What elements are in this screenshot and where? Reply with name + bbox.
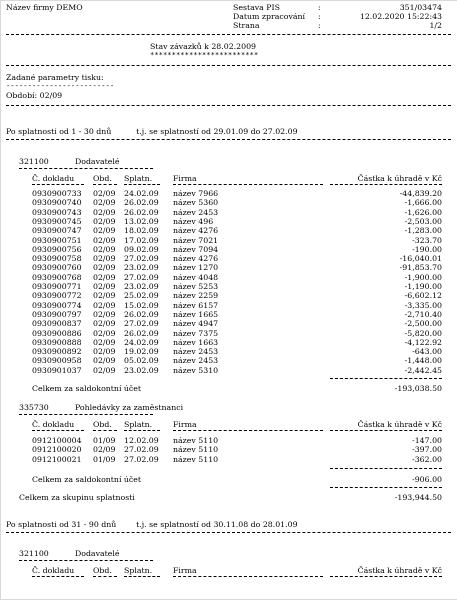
col-underline bbox=[330, 184, 442, 185]
row-due-date: 27.02.09 bbox=[124, 319, 159, 329]
group-total-rule bbox=[330, 487, 442, 488]
row-company: název 2259 bbox=[173, 291, 219, 301]
row-amount: -397.00 bbox=[412, 445, 442, 455]
page-number: 1/2 bbox=[429, 21, 442, 30]
row-company: název 1270 bbox=[173, 263, 219, 273]
row-company: název 5110 bbox=[173, 436, 219, 445]
row-period: 02/09 bbox=[93, 198, 116, 208]
row-amount: -1,283.00 bbox=[404, 226, 442, 236]
processing-date: 12.02.2020 15:22:43 bbox=[359, 12, 442, 21]
row-period: 02/09 bbox=[93, 445, 116, 455]
row-doc-number: 0930900751 bbox=[32, 235, 82, 245]
account-number: 321100 bbox=[19, 549, 49, 558]
report-number: 351/03474 bbox=[399, 3, 442, 12]
row-company: název 7094 bbox=[173, 244, 219, 254]
row-amount: -2,500.00 bbox=[404, 319, 442, 329]
row-due-date: 15.02.09 bbox=[124, 300, 159, 310]
row-doc-number: 0930900747 bbox=[32, 226, 82, 236]
row-period: 02/09 bbox=[93, 328, 116, 338]
row-amount: -1,900.00 bbox=[404, 272, 442, 282]
row-due-date: 17.02.09 bbox=[124, 235, 159, 245]
params-heading: Zadané parametry tisku: bbox=[6, 73, 104, 82]
row-amount: -5,820.00 bbox=[404, 328, 442, 338]
row-doc-number: 0912100004 bbox=[32, 436, 82, 445]
params-bottom-rule bbox=[6, 105, 451, 106]
row-company: název 496 bbox=[173, 216, 214, 226]
row-company: název 5253 bbox=[173, 282, 219, 291]
col-underline bbox=[173, 576, 323, 577]
row-doc-number: 0930900772 bbox=[32, 291, 82, 301]
col-doc-number: Č. dokladu bbox=[32, 566, 75, 575]
col-doc-number: Č. dokladu bbox=[32, 420, 75, 429]
row-company: název 4947 bbox=[173, 319, 219, 329]
row-due-date: 26.02.09 bbox=[124, 207, 159, 217]
row-doc-number: 0930900768 bbox=[32, 272, 82, 282]
account-name: Pohledávky za zaměstnanci bbox=[75, 403, 184, 412]
row-amount: -2,503.00 bbox=[404, 216, 442, 226]
col-due-date: Splatn. bbox=[124, 174, 153, 183]
row-due-date: 23.02.09 bbox=[124, 365, 159, 375]
row-amount: -16,040.01 bbox=[399, 254, 442, 264]
row-doc-number: 0930900733 bbox=[32, 189, 82, 198]
row-company: název 5110 bbox=[173, 454, 219, 464]
row-company: název 1663 bbox=[173, 337, 219, 347]
row-doc-number: 0930900756 bbox=[32, 244, 82, 254]
row-period: 02/09 bbox=[93, 309, 116, 319]
row-company: název 1665 bbox=[173, 309, 219, 319]
header-rule bbox=[6, 34, 451, 35]
row-doc-number: 0930900745 bbox=[32, 216, 82, 226]
row-doc-number: 0930901037 bbox=[32, 365, 82, 375]
row-amount: -362.00 bbox=[412, 454, 442, 464]
section-rule bbox=[6, 532, 451, 533]
row-doc-number: 0930900743 bbox=[32, 207, 82, 217]
account-rule bbox=[19, 560, 153, 561]
row-amount: -1,666.00 bbox=[404, 198, 442, 208]
row-company: název 4276 bbox=[173, 254, 219, 264]
row-company: název 7966 bbox=[173, 189, 219, 198]
row-doc-number: 0930900958 bbox=[32, 356, 82, 366]
company-name: Název firmy DEMO bbox=[6, 3, 83, 12]
row-due-date: 27.02.09 bbox=[124, 454, 159, 464]
col-doc-number: Č. dokladu bbox=[32, 174, 75, 183]
row-due-date: 26.02.09 bbox=[124, 198, 159, 208]
row-doc-number: 0912100020 bbox=[32, 445, 82, 455]
section-heading: Po splatnosti od 31 - 90 dnů t.j. se splatností od 30.11.08 do 28.01.09 bbox=[6, 520, 298, 529]
col-due-date: Splatn. bbox=[124, 566, 153, 575]
account-rule bbox=[19, 168, 153, 169]
row-doc-number: 0930900774 bbox=[32, 300, 82, 310]
account-total-value: -193,038.50 bbox=[394, 384, 442, 393]
row-company: název 2453 bbox=[173, 347, 219, 357]
page-sep: : bbox=[318, 21, 321, 30]
total-rule bbox=[330, 378, 442, 379]
row-due-date: 13.02.09 bbox=[124, 216, 159, 226]
row-company: název 7021 bbox=[173, 235, 219, 245]
col-period: Obd. bbox=[93, 566, 112, 575]
row-amount: -2,710.40 bbox=[404, 309, 442, 319]
row-due-date: 26.02.09 bbox=[124, 328, 159, 338]
row-period: 02/09 bbox=[93, 356, 116, 366]
row-doc-number: 0930900892 bbox=[32, 347, 82, 357]
row-period: 02/09 bbox=[93, 254, 116, 264]
row-company: název 5360 bbox=[173, 198, 219, 208]
row-due-date: 25.02.09 bbox=[124, 291, 159, 301]
row-due-date: 19.02.09 bbox=[124, 347, 159, 357]
col-underline bbox=[124, 430, 160, 431]
row-company: název 4048 bbox=[173, 272, 219, 282]
account-name: Dodavatelé bbox=[75, 549, 120, 558]
row-period: 01/09 bbox=[93, 436, 116, 445]
report-title: Stav závazků k 28.02.2009 bbox=[150, 42, 256, 51]
account-total-label: Celkem za saldokontní účet bbox=[32, 475, 142, 484]
date-sep: : bbox=[318, 12, 321, 21]
col-period: Obd. bbox=[93, 420, 112, 429]
params-top-rule bbox=[6, 65, 451, 66]
account-number: 321100 bbox=[19, 157, 49, 166]
row-due-date: 18.02.09 bbox=[124, 226, 159, 236]
row-doc-number: 0930900888 bbox=[32, 337, 82, 347]
report-sep: : bbox=[318, 3, 321, 12]
col-underline bbox=[93, 430, 117, 431]
row-due-date: 12.02.09 bbox=[124, 436, 159, 445]
row-doc-number: 0912100021 bbox=[32, 454, 82, 464]
row-company: název 4276 bbox=[173, 226, 219, 236]
row-period: 02/09 bbox=[93, 365, 116, 375]
row-doc-number: 0930900886 bbox=[32, 328, 82, 338]
col-amount: Částka k úhradě v Kč bbox=[357, 420, 442, 429]
row-company: název 5110 bbox=[173, 445, 219, 455]
account-rule bbox=[19, 414, 153, 415]
col-underline bbox=[124, 576, 160, 577]
row-due-date: 23.02.09 bbox=[124, 282, 159, 291]
group-total-label: Celkem za skupinu splatnosti bbox=[19, 493, 135, 502]
row-period: 02/09 bbox=[93, 216, 116, 226]
row-doc-number: 0930900771 bbox=[32, 282, 82, 291]
row-company: název 2453 bbox=[173, 356, 219, 366]
row-due-date: 24.02.09 bbox=[124, 337, 159, 347]
col-underline bbox=[173, 430, 323, 431]
row-amount: -1,190.00 bbox=[404, 282, 442, 291]
row-period: 02/09 bbox=[93, 263, 116, 273]
row-due-date: 26.02.09 bbox=[124, 309, 159, 319]
report-label: Sestava PIS bbox=[233, 3, 280, 12]
row-company: název 7375 bbox=[173, 328, 219, 338]
row-period: 02/09 bbox=[93, 291, 116, 301]
row-doc-number: 0930900797 bbox=[32, 309, 82, 319]
col-underline bbox=[173, 184, 323, 185]
account-total-label: Celkem za saldokontní účet bbox=[32, 384, 142, 393]
row-company: název 5310 bbox=[173, 365, 219, 375]
row-amount: -147.00 bbox=[412, 436, 442, 445]
row-due-date: 27.02.09 bbox=[124, 272, 159, 282]
section-rule bbox=[6, 139, 451, 140]
row-amount: -91,853.70 bbox=[399, 263, 442, 273]
row-period: 02/09 bbox=[93, 300, 116, 310]
col-underline bbox=[330, 576, 442, 577]
row-company: název 2453 bbox=[173, 207, 219, 217]
col-period: Obd. bbox=[93, 174, 112, 183]
row-doc-number: 0930900758 bbox=[32, 254, 82, 264]
col-company: Firma bbox=[173, 420, 197, 429]
row-period: 02/09 bbox=[93, 272, 116, 282]
col-underline bbox=[32, 576, 84, 577]
row-period: 02/09 bbox=[93, 282, 116, 291]
col-company: Firma bbox=[173, 566, 197, 575]
row-due-date: 27.02.09 bbox=[124, 254, 159, 264]
col-underline bbox=[124, 184, 160, 185]
row-period: 02/09 bbox=[93, 347, 116, 357]
row-amount: -643.00 bbox=[412, 347, 442, 357]
col-underline bbox=[93, 576, 117, 577]
row-due-date: 24.02.09 bbox=[124, 189, 159, 198]
row-period: 02/09 bbox=[93, 319, 116, 329]
row-doc-number: 0930900740 bbox=[32, 198, 82, 208]
account-name: Dodavatelé bbox=[75, 157, 120, 166]
col-amount: Částka k úhradě v Kč bbox=[357, 566, 442, 575]
col-company: Firma bbox=[173, 174, 197, 183]
account-number: 335730 bbox=[19, 403, 49, 412]
period-param: Období: 02/09 bbox=[6, 91, 63, 100]
col-due-date: Splatn. bbox=[124, 420, 153, 429]
row-period: 02/09 bbox=[93, 337, 116, 347]
row-doc-number: 0930900760 bbox=[32, 263, 82, 273]
row-doc-number: 0930900837 bbox=[32, 319, 82, 329]
account-total-value: -906.00 bbox=[412, 475, 442, 484]
row-period: 02/09 bbox=[93, 226, 116, 236]
row-amount: -6,602.12 bbox=[404, 291, 442, 301]
row-amount: -3,335.00 bbox=[404, 300, 442, 310]
col-underline bbox=[32, 184, 84, 185]
row-company: název 6157 bbox=[173, 300, 219, 310]
total-rule bbox=[330, 468, 442, 469]
row-period: 02/09 bbox=[93, 244, 116, 254]
row-due-date: 27.02.09 bbox=[124, 445, 159, 455]
col-underline bbox=[330, 430, 442, 431]
row-due-date: 23.02.09 bbox=[124, 263, 159, 273]
row-amount: -323.70 bbox=[412, 235, 442, 245]
params-heading-rule: ------------------------- bbox=[6, 81, 115, 90]
row-amount: -1,448.00 bbox=[404, 356, 442, 366]
row-period: 02/09 bbox=[93, 189, 116, 198]
date-label: Datum zpracování bbox=[233, 12, 306, 21]
row-amount: -190.00 bbox=[412, 244, 442, 254]
row-due-date: 09.02.09 bbox=[124, 244, 159, 254]
col-underline bbox=[93, 184, 117, 185]
row-amount: -1,626.00 bbox=[404, 207, 442, 217]
row-period: 02/09 bbox=[93, 207, 116, 217]
row-amount: -4,122.92 bbox=[404, 337, 442, 347]
row-period: 02/09 bbox=[93, 235, 116, 245]
page-label: Strana bbox=[233, 21, 260, 30]
col-amount: Částka k úhradě v Kč bbox=[357, 174, 442, 183]
col-underline bbox=[32, 430, 84, 431]
row-amount: -44,839.20 bbox=[399, 189, 442, 198]
row-due-date: 05.02.09 bbox=[124, 356, 159, 366]
row-amount: -2,442.45 bbox=[404, 365, 442, 375]
title-underline: ************************* bbox=[150, 50, 259, 59]
section-heading: Po splatnosti od 1 - 30 dnů t.j. se splatností od 29.01.09 do 27.02.09 bbox=[6, 127, 298, 136]
group-total-value: -193,944.50 bbox=[394, 493, 442, 502]
row-period: 01/09 bbox=[93, 454, 116, 464]
